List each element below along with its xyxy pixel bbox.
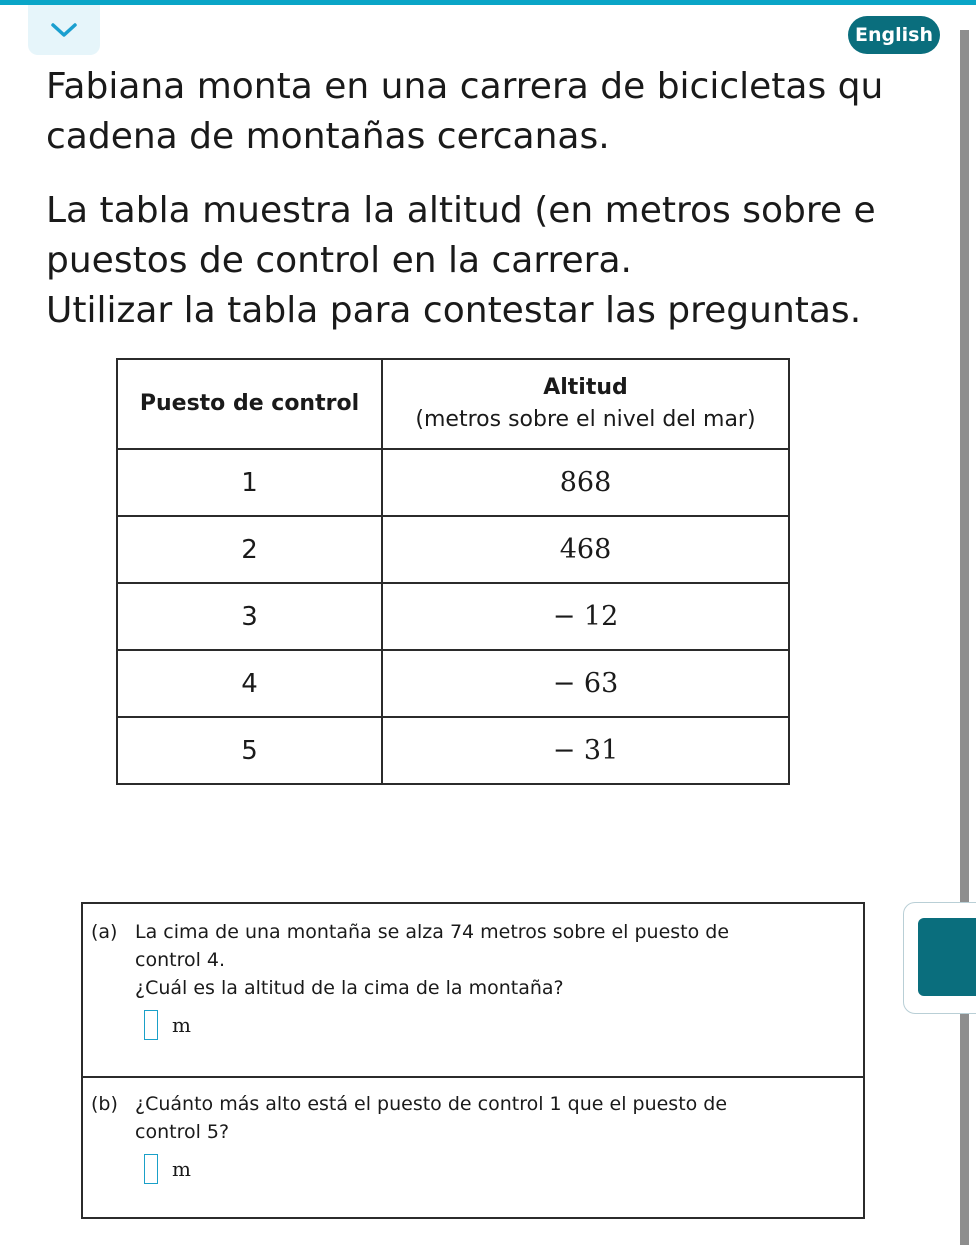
question-a-text-line: ¿Cuál es la altitud de la cima de la montaña?: [135, 977, 564, 999]
checkpoint-cell: 1: [117, 449, 382, 516]
answer-a-unit: m: [172, 1013, 191, 1037]
top-accent-bar: [0, 0, 976, 5]
checkpoint-cell: 3: [117, 583, 382, 650]
table-row: [117, 449, 789, 516]
prompt-line: puestos de control en la carrera.: [46, 240, 632, 281]
checkpoint-cell: 5: [117, 717, 382, 784]
problem-statement: [46, 62, 976, 336]
collapse-toggle-button[interactable]: [28, 5, 100, 55]
altitude-table: [116, 358, 790, 785]
table-row: [117, 516, 789, 583]
chevron-down-icon: [49, 21, 79, 39]
altitude-cell: − 63: [382, 650, 789, 717]
answer-b-input[interactable]: [144, 1154, 158, 1184]
question-a-text-line: La cima de una montaña se alza 74 metros sobre el puesto de: [135, 921, 730, 943]
prompt-line: La tabla muestra la altitud (en metros sobre e: [46, 190, 876, 231]
checkpoint-cell: 2: [117, 516, 382, 583]
table-row: [117, 650, 789, 717]
answer-a-group: [144, 1010, 835, 1040]
prompt-line: cadena de montañas cercanas.: [46, 116, 610, 157]
question-a-label: (a): [91, 921, 118, 943]
checkpoint-cell: 4: [117, 650, 382, 717]
question-b: [91, 1090, 835, 1184]
questions-box: [81, 902, 865, 1219]
side-tool-button[interactable]: [918, 918, 976, 996]
question-a-text-line: control 4.: [135, 949, 226, 971]
table-header-row: [117, 359, 789, 449]
language-toggle-button[interactable]: English: [848, 16, 940, 54]
question-divider: [83, 1076, 863, 1078]
prompt-line: Fabiana monta en una carrera de bicicletas qu: [46, 66, 884, 107]
prompt-line: Utilizar la tabla para contestar las preguntas.: [46, 290, 862, 331]
checkpoint-column-header: Puesto de control: [117, 359, 382, 449]
altitude-cell: 468: [382, 516, 789, 583]
altitude-header-subtitle: (metros sobre el nivel del mar): [415, 407, 756, 432]
answer-b-unit: m: [172, 1157, 191, 1181]
question-a: [91, 918, 835, 1040]
answer-b-group: [144, 1154, 835, 1184]
altitude-column-header: [382, 359, 789, 449]
question-b-text-line: control 5?: [135, 1121, 230, 1143]
altitude-header-title: Altitud: [543, 375, 628, 400]
altitude-cell: − 12: [382, 583, 789, 650]
question-b-text-line: ¿Cuánto más alto está el puesto de control 1 que el puesto de: [135, 1093, 728, 1115]
question-b-label: (b): [91, 1093, 118, 1115]
table-row: [117, 717, 789, 784]
answer-a-input[interactable]: [144, 1010, 158, 1040]
altitude-cell: − 31: [382, 717, 789, 784]
altitude-cell: 868: [382, 449, 789, 516]
table-row: [117, 583, 789, 650]
